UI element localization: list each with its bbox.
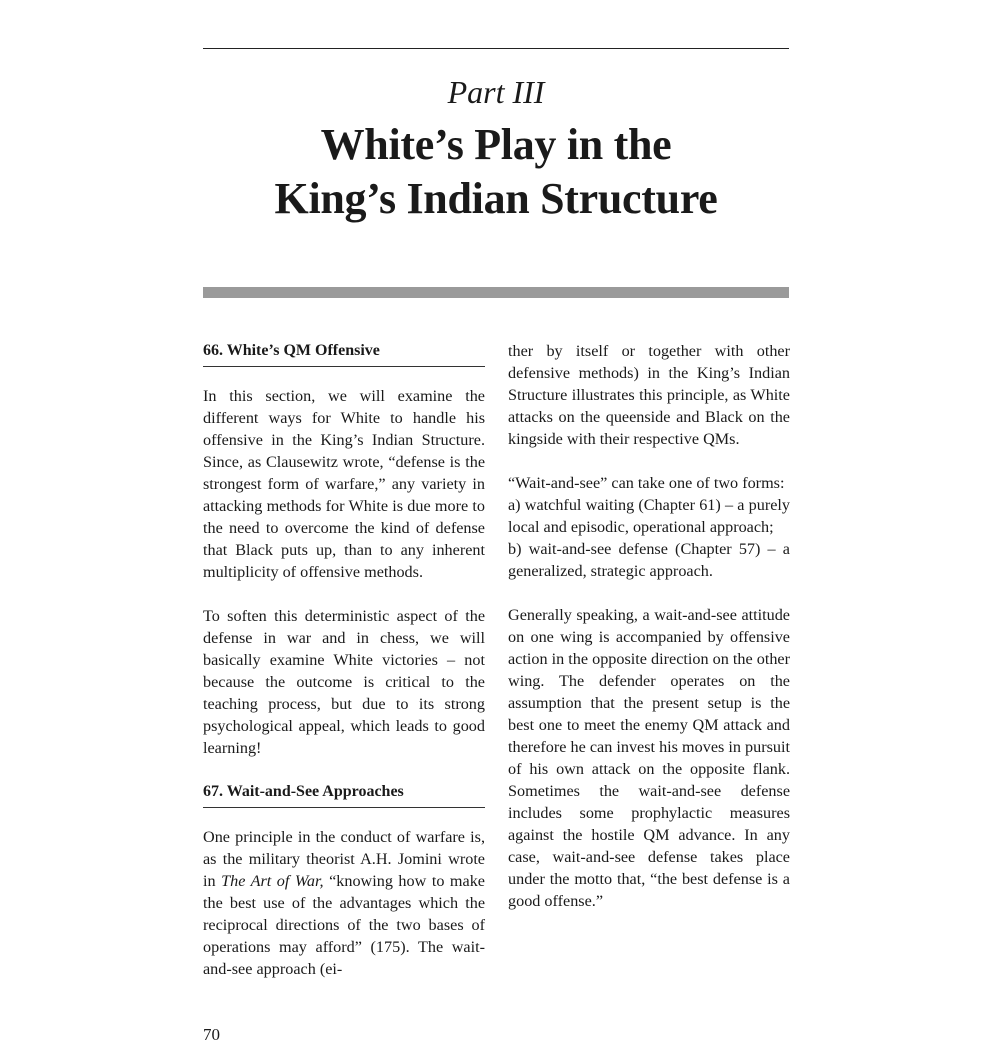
section-66-heading: 66. White’s QM Offensive [203, 340, 485, 367]
left-paragraph-1: In this section, we will examine the different ways for White to handle his offensive in the King’s Indian Structure. Since, as Clausewitz wrote, “defense is the strongest form of warfare,” any variety in attacking methods for White is due more to the need to overcome the kind of defense that Black puts up, than to any inherent multiplicity of offensive methods. [203, 387, 485, 581]
paragraph-text: “knowing how to make the best use of the advantages which the reciprocal directions of the two bases of operations may afford” (175). The wait-and-see approach (ei- [203, 872, 485, 978]
left-paragraph-2: To soften this deterministic aspect of the defense in war and in chess, we will basically examine White victories – not because the outcome is critical to the teaching process, but due to its strong psychological appeal, which leads to good learning! [203, 607, 485, 757]
right-paragraph-1: ther by itself or together with other defensive methods) in the King’s Indian Structure illustrates this principle, as White attacks on the queenside and Black on the kingside with their respective QMs. [508, 342, 790, 448]
part-label: Part III [447, 74, 545, 110]
part-title-line-1: White’s Play in the [320, 120, 672, 169]
book-title: The Art of War, [221, 872, 324, 890]
list-item-b: b) wait-and-see defense (Chapter 57) – a generalized, strategic approach. [508, 540, 790, 580]
right-paragraph-2-intro: “Wait-and-see” can take one of two forms: [508, 474, 785, 492]
left-column [203, 340, 485, 980]
left-paragraph-3 [203, 826, 485, 980]
divider-band [203, 287, 789, 298]
section-67-heading: 67. Wait-and-See Approaches [203, 781, 485, 808]
top-rule [203, 48, 789, 49]
part-title [203, 118, 789, 226]
part-title-line-2: King’s Indian Structure [274, 174, 718, 223]
paragraph-text: One principle in the conduct of warfare is, as the military theorist A.H. Jomini wrote in [203, 828, 485, 890]
list-item-a: a) watchful waiting (Chapter 61) – a purely local and episodic, operational approach; [508, 496, 790, 536]
right-column [508, 340, 790, 912]
page-number: 70 [203, 1025, 220, 1044]
right-paragraph-3: Generally speaking, a wait-and-see attitude on one wing is accompanied by offensive action in the opposite direction on the other wing. The defender operates on the assumption that the present setup is the best one to meet the enemy QM attack and therefore he can invest his moves in pursuit of his own attack on the opposite flank. Sometimes the wait-and-see defense includes some prophylactic measures against the hostile QM advance. In any case, wait-and-see defense takes place under the motto that, “the best defense is a good offense.” [508, 606, 790, 910]
